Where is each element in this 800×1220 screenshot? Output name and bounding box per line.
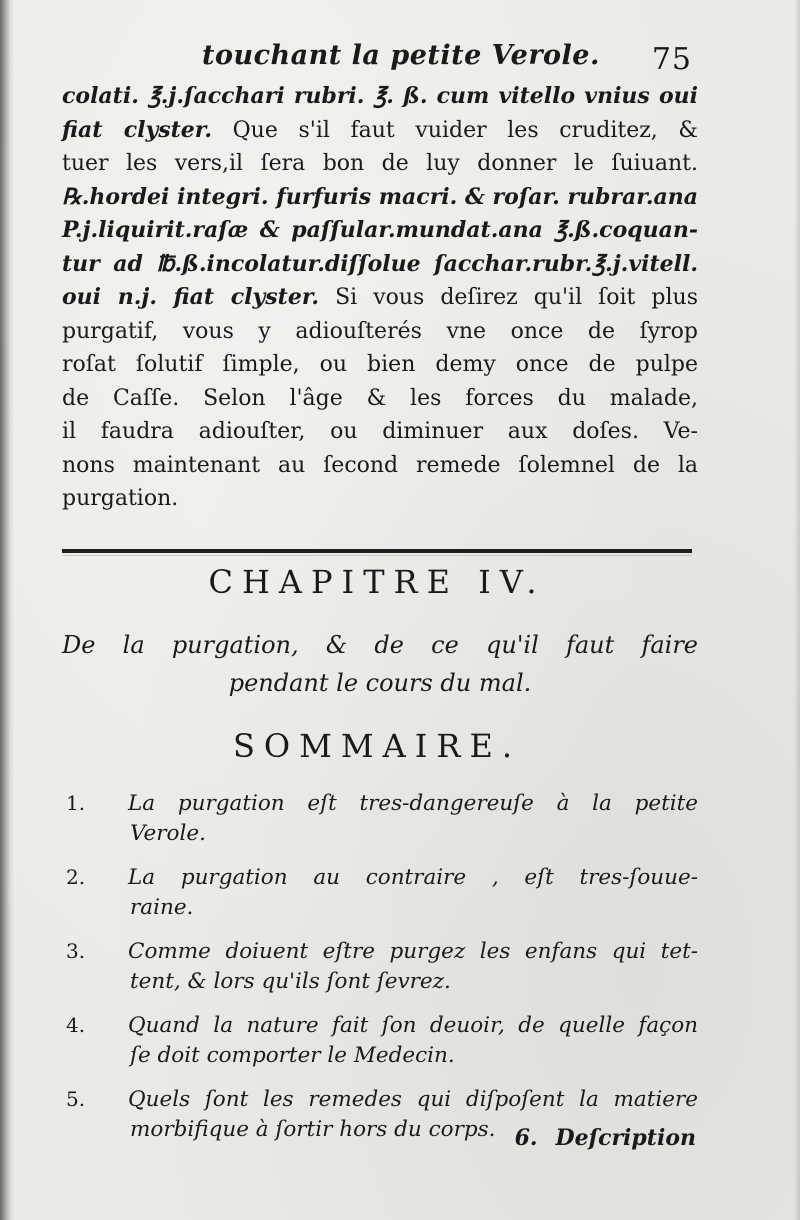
- item-number: 2.: [66, 865, 86, 889]
- text-line: [62, 415, 698, 449]
- text-line: [62, 449, 698, 483]
- italic-segment: fiat clyster.: [62, 116, 213, 143]
- body-text: [62, 80, 698, 516]
- italic-segment: tur ad ℔.ß.incolatur.diſſolue ſacchar.rubr.℥.j.vitell.: [62, 250, 698, 277]
- item-text: La purgation au contraire , eſt tres-ſouue-: [128, 865, 698, 890]
- text-segment: purgation.: [62, 486, 179, 511]
- catchword-number: 6.: [514, 1125, 538, 1151]
- sommaire-item: [62, 787, 698, 849]
- item-text: La purgation eſt tres-dangereuſe à la petite: [128, 791, 698, 816]
- text-segment: Que s'il faut vuider les cruditez, &: [212, 117, 698, 143]
- item-text: ſe doit comporter le Medecin.: [130, 1043, 455, 1068]
- running-head: touchant la petite Verole.: [202, 40, 600, 71]
- text-segment: purgatif, vous y adiouſterés vne once de ſyrop: [62, 318, 698, 344]
- text-line: [62, 114, 698, 148]
- page-header: [62, 40, 692, 80]
- text-line: [62, 315, 698, 349]
- catchword: [515, 1125, 696, 1151]
- text-line: [62, 382, 698, 416]
- page-edge: [794, 0, 800, 1220]
- italic-segment: P.j.liquirit.raſæ & paſſular.mundat.ana ℥.ß.coquan-: [62, 217, 698, 243]
- item-text: Quels ſont les remedes qui diſpoſent la matiere: [128, 1087, 698, 1112]
- text-segment: Si vous deſirez qu'il ſoit plus: [319, 285, 698, 310]
- catchword-text: Deſcription: [555, 1125, 696, 1151]
- item-text: Quand la nature fait ſon deuoir, de quelle façon: [128, 1013, 698, 1038]
- sommaire-item: [62, 1009, 698, 1071]
- text-line: [62, 80, 698, 114]
- text-segment: il faudra adiouſter, ou diminuer aux doſes. Ve-: [62, 419, 698, 444]
- text-line: [62, 281, 698, 315]
- item-text: morbifique à ſortir hors du corps.: [130, 1117, 496, 1142]
- chapter-subtitle-line: pendant le cours du mal.: [228, 669, 532, 697]
- item-text: tent, & lors qu'ils ſont ſevrez.: [130, 969, 451, 994]
- chapter-subtitle: [62, 626, 698, 702]
- text-segment: de Caſſe. Selon l'âge & les forces du malade,: [62, 385, 698, 411]
- item-text: raine.: [130, 895, 194, 920]
- chapter-rule: [62, 549, 692, 553]
- italic-segment: ℞.hordei integri. furfuris macri. & roſar. rubrar.ana: [62, 183, 698, 210]
- chapter-subtitle-line: De la purgation, & de ce qu'il faut faire: [62, 631, 698, 659]
- text-segment: tuer les vers,il ſera bon de luy donner le ſuiuant.: [62, 151, 698, 176]
- gutter-shadow: [0, 0, 14, 1220]
- italic-segment: colati. ℥.j.: [62, 83, 184, 109]
- item-text: Comme doiuent eſtre purgez les enfans qui tet-: [128, 939, 698, 964]
- sommaire-item: [62, 861, 698, 923]
- sommaire-list: [62, 787, 698, 1157]
- page-number: 75: [651, 42, 692, 77]
- text-line: [62, 214, 698, 248]
- italic-segment: oui n.j. fiat clyster.: [62, 284, 320, 310]
- sommaire-heading: SOMMAIRE.: [232, 727, 522, 765]
- sommaire-item: [62, 935, 698, 997]
- item-number: 5.: [66, 1087, 86, 1111]
- text-line: [62, 147, 698, 181]
- chapter-title: CHAPITRE IV.: [208, 563, 546, 601]
- item-number: 1.: [66, 791, 86, 815]
- text-line: [62, 482, 698, 516]
- italic-segment: ſacchari rubri. ℥. ß. cum vitello vnius oui: [184, 83, 698, 109]
- item-number: 3.: [66, 939, 86, 963]
- text-line: [62, 248, 698, 282]
- text-line: [62, 181, 698, 215]
- text-line: [62, 348, 698, 382]
- text-segment: nons maintenant au ſecond remede ſolemnel de la: [62, 452, 698, 478]
- item-text: Verole.: [130, 821, 206, 846]
- text-segment: roſat ſolutif ſimple, ou bien demy once de pulpe: [62, 352, 698, 377]
- item-number: 4.: [66, 1013, 86, 1037]
